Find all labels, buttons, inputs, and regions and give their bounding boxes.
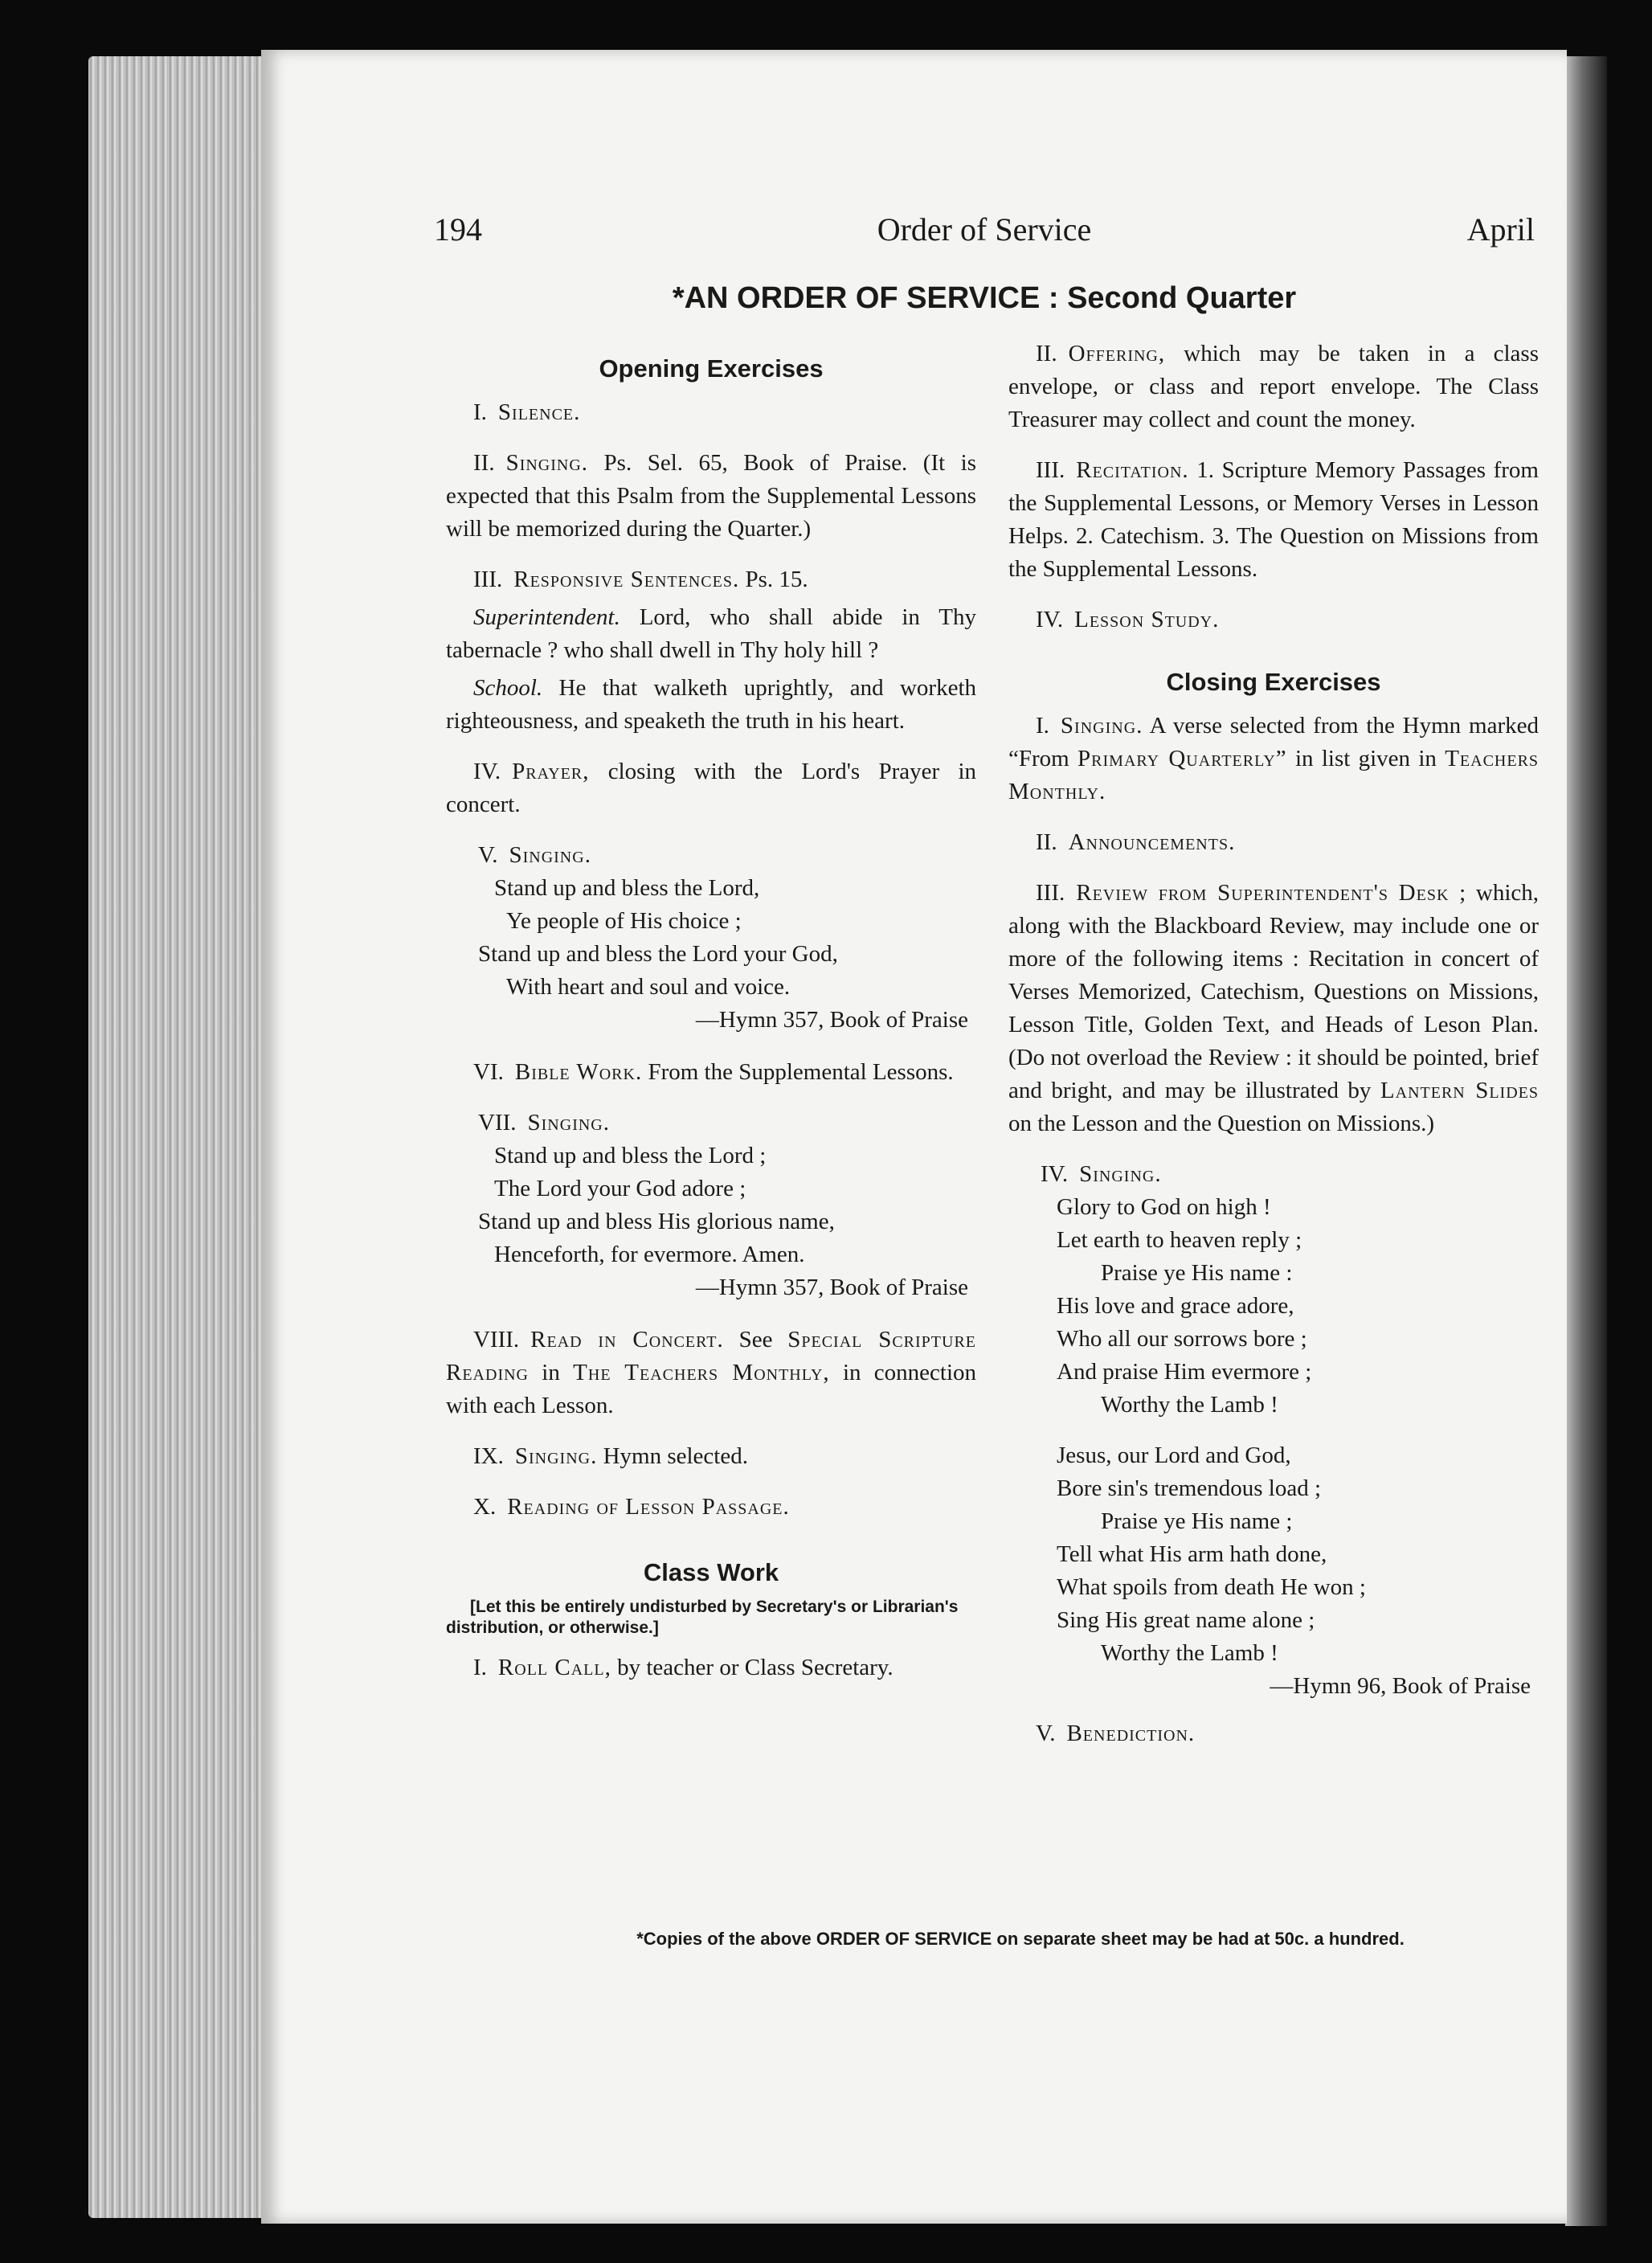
hymn-line: Stand up and bless the Lord your God, (478, 941, 838, 967)
right-column (1008, 338, 1539, 1768)
item-heading (1008, 1158, 1539, 1191)
opening-item-10 (446, 1491, 976, 1524)
closing-item-1 (1008, 710, 1539, 808)
item-heading (446, 1107, 976, 1140)
hymn-line: And praise Him evermore ; (1057, 1359, 1312, 1385)
hymn-attribution: —Hymn 357, Book of Praise (695, 1007, 968, 1033)
closing-exercises-heading: Closing Exercises (1166, 668, 1381, 696)
item-number: IV. (1036, 607, 1064, 632)
item-text: 1. Scripture Memory Passages from the Supplemental Lessons, or Memory Verses in Lesson Helps. 2. Catechism. 3. The Question on Missions from the Supplemental Lessons. (1008, 457, 1539, 582)
item-number: V. (478, 842, 498, 868)
responsive-text: He that walketh uprightly, and worketh righteousness, and speaketh the truth in his heart. (446, 675, 977, 734)
item-heading (446, 839, 976, 872)
hymn-line: Glory to God on high ! (1057, 1194, 1271, 1220)
closing-item-5 (1008, 1717, 1539, 1750)
item-text: A verse selected from the Hymn marked “From (1008, 713, 1539, 771)
item-number: X. (473, 1494, 497, 1520)
opening-item-1 (446, 396, 976, 429)
hymn-line: Tell what His arm hath done, (1057, 1541, 1327, 1567)
hymn-line: Worthy the Lamb ! (1101, 1640, 1278, 1666)
hymn-attribution: —Hymn 357, Book of Praise (695, 1275, 968, 1300)
class-work-note: [Let this be entirely undisturbed by Secretary's or Librarian's distribution, or otherwise.] (446, 1598, 959, 1637)
hymn-line: Praise ye His name ; (1101, 1508, 1293, 1534)
hymn-line: With heart and soul and voice. (506, 974, 791, 1000)
item-text: by teacher or Class Secretary. (617, 1655, 893, 1680)
running-header (434, 211, 1535, 259)
book-page-edges (88, 56, 273, 2218)
item-text: Ps. 15. (745, 567, 808, 592)
item-text: in (542, 1360, 560, 1385)
item-text: The Teachers Monthly, (573, 1360, 830, 1385)
item-number: I. (473, 1655, 487, 1680)
item-text: Hymn selected. (603, 1443, 748, 1469)
item-text: Primary Quarterly” (1077, 746, 1287, 771)
item-text: which, along with the Blackboard Review, may include one or more of the following items : Recitation in concert of Verses Memorized, Catechism, Questions on Missions, Lesson Title, Golden Text, and Heads of Leson Plan. (Do not overload the Review : it should be pointed, brief and bright, and may be illustrated by (1008, 880, 1539, 1103)
item-label: Prayer, (512, 759, 590, 784)
hymn-line: What spoils from death He won ; (1057, 1574, 1366, 1600)
opening-item-7 (446, 1107, 976, 1304)
item-number: V. (1036, 1721, 1056, 1746)
closing-item-3 (1008, 877, 1539, 1140)
item-number: III. (1036, 457, 1065, 483)
opening-item-6 (446, 1056, 976, 1089)
item-label: Reading of Lesson Passage. (507, 1494, 790, 1520)
hymn-line: Jesus, our Lord and God, (1057, 1443, 1291, 1468)
item-text: closing with the Lord's Prayer in concert. (446, 759, 976, 817)
item-text: See (738, 1327, 773, 1352)
item-text: in list given in (1294, 746, 1437, 771)
hymn-line: Let earth to heaven reply ; (1057, 1227, 1302, 1253)
hymn-line: Ye people of His choice ; (506, 908, 742, 934)
item-number: VIII. (473, 1327, 520, 1352)
month-label: April (1466, 211, 1535, 248)
opening-exercises-heading: Opening Exercises (599, 354, 824, 383)
hymn-line: Stand up and bless His glorious name, (478, 1209, 835, 1234)
item-number: III. (1036, 880, 1065, 906)
book-right-edge (1565, 56, 1607, 2226)
item-label: Singing. (527, 1110, 610, 1136)
class-work-item-3 (1008, 454, 1539, 586)
responsive-line-superintendent (446, 601, 976, 667)
item-number: I. (1036, 713, 1049, 739)
item-text: Teachers Monthly. (1008, 746, 1540, 804)
item-text: From the Supplemental Lessons. (648, 1059, 954, 1085)
opening-item-9 (446, 1440, 976, 1473)
hymn-line: Stand up and bless the Lord ; (494, 1143, 767, 1168)
page-number: 194 (434, 211, 482, 248)
class-work-item-2 (1008, 338, 1539, 436)
item-label: Singing. (1060, 713, 1143, 739)
item-number: II. (473, 450, 495, 476)
left-column (446, 346, 976, 1702)
item-number: III. (473, 567, 503, 592)
item-label: Responsive Sentences. (513, 567, 740, 592)
item-number: I. (473, 399, 487, 425)
class-work-item-1 (446, 1651, 976, 1684)
footnote: *Copies of the above ORDER OF SERVICE on separate sheet may be had at 50c. a hundred. (636, 1929, 1405, 1949)
opening-item-2 (446, 447, 976, 546)
hymn-line: The Lord your God adore ; (494, 1176, 746, 1201)
item-label: Singing. (514, 1443, 598, 1469)
responsive-text: Lord, who shall abide in Thy tabernacle ? who shall dwell in Thy holy hill ? (446, 604, 977, 663)
closing-item-4 (1008, 1158, 1539, 1703)
opening-item-5 (446, 839, 976, 1037)
item-label: Singing. (509, 842, 591, 868)
opening-item-8 (446, 1324, 976, 1422)
item-number: VII. (478, 1110, 517, 1136)
item-number: IX. (473, 1443, 504, 1469)
hymn-line: His love and grace adore, (1057, 1293, 1294, 1319)
page-title: *AN ORDER OF SERVICE : Second Quarter (672, 281, 1297, 315)
running-title: Order of Service (877, 211, 1092, 248)
item-label: Offering, (1068, 341, 1166, 366)
hymn-line: Who all our sorrows bore ; (1057, 1326, 1307, 1352)
item-label: Bible Work. (514, 1059, 643, 1085)
item-text: Ps. Sel. 65, Book of Praise. (It is expected that this Psalm from the Supplemental Lessons will be memorized during the Quarter.) (446, 450, 976, 542)
item-label: Review from Superintendent's Desk ; (1076, 880, 1467, 906)
opening-item-3 (446, 563, 976, 596)
item-label: Lesson Study. (1074, 607, 1220, 632)
item-text: which may be taken in a class envelope, or class and report envelope. The Class Treasurer may collect and count the money. (1008, 341, 1539, 432)
responsive-line-school (446, 672, 976, 738)
item-number: II. (1036, 341, 1057, 366)
hymn-line: Sing His great name alone ; (1057, 1607, 1315, 1633)
hymn-line: Praise ye His name : (1101, 1260, 1293, 1286)
item-label: Silence. (497, 399, 581, 425)
item-label: Benediction. (1066, 1721, 1196, 1746)
item-number: VI. (473, 1059, 504, 1085)
hymn-line: Henceforth, for evermore. Amen. (494, 1242, 805, 1267)
class-work-item-4 (1008, 604, 1539, 636)
closing-item-2 (1008, 826, 1539, 859)
item-text: on the Lesson and the Question on Missions.) (1008, 1111, 1435, 1136)
item-number: IV. (473, 759, 501, 784)
hymn-attribution: —Hymn 96, Book of Praise (1270, 1673, 1531, 1699)
speaker-label: Superintendent. (473, 604, 620, 630)
opening-item-4 (446, 755, 976, 821)
item-text: in connection with each Lesson. (446, 1360, 977, 1418)
hymn-line: Stand up and bless the Lord, (494, 875, 760, 901)
class-work-heading: Class Work (643, 1558, 779, 1586)
item-number: IV. (1041, 1161, 1069, 1187)
item-label: Singing. (1079, 1161, 1162, 1187)
hymn-line: Bore sin's tremendous load ; (1057, 1475, 1322, 1501)
item-label: Roll Call, (497, 1655, 611, 1680)
item-text: Lantern Slides (1380, 1078, 1539, 1103)
item-text: Special Scripture Reading (446, 1327, 976, 1385)
item-label: Announcements. (1068, 829, 1236, 855)
item-label: Singing. (505, 450, 589, 476)
speaker-label: School. (473, 675, 543, 701)
hymn-line: Worthy the Lamb ! (1101, 1392, 1278, 1418)
item-number: II. (1036, 829, 1057, 855)
item-label: Read in Concert. (530, 1327, 724, 1352)
item-label: Recitation. (1076, 457, 1189, 483)
